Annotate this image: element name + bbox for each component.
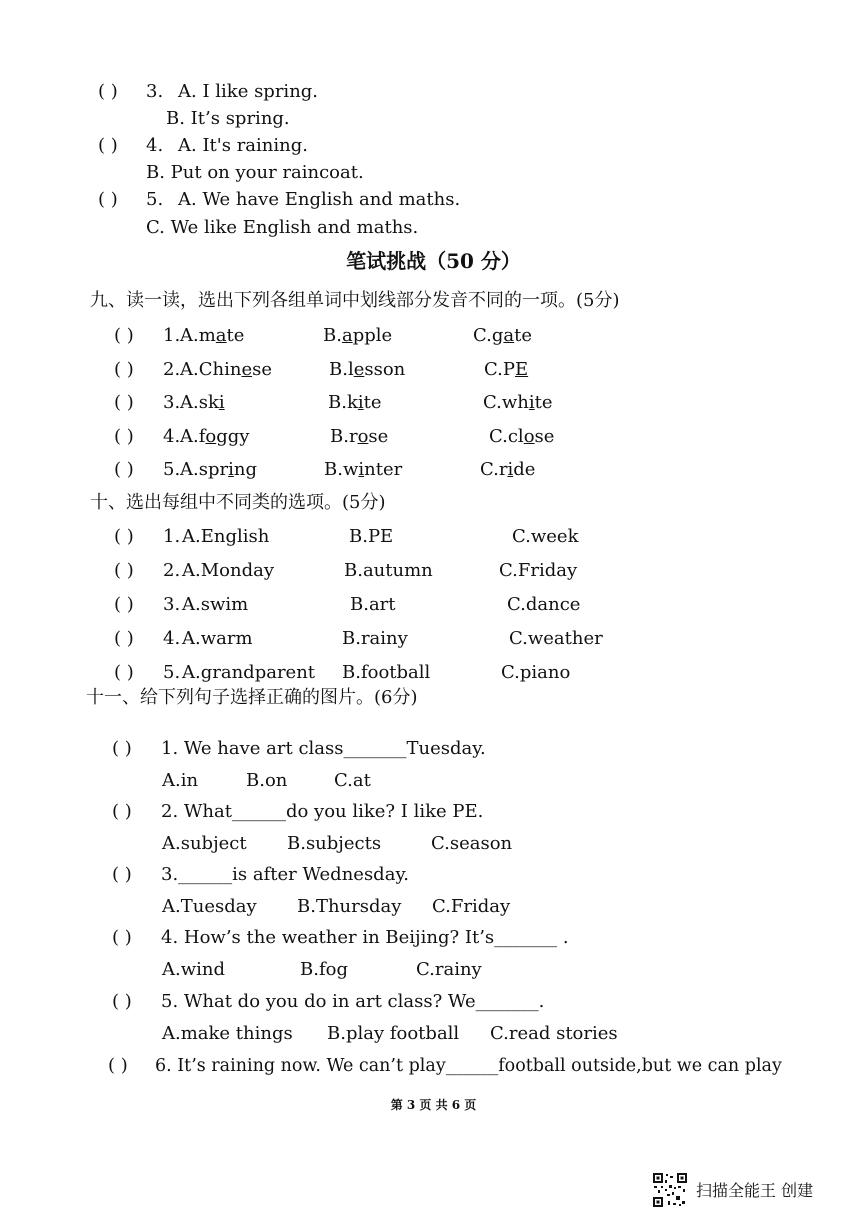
option-b: B.fog <box>300 959 348 980</box>
option-c: C.at <box>334 770 371 791</box>
option-c: C. We like English and maths. <box>146 217 419 238</box>
option-b: B.PE <box>349 526 394 547</box>
option-c: C.weather <box>509 628 603 649</box>
option-c: C.Friday <box>432 896 511 917</box>
option-b: B.kite <box>328 392 382 413</box>
option-a: A.Tuesday <box>162 896 257 917</box>
option-a: A.in <box>162 770 199 791</box>
option-c: C.close <box>489 426 555 447</box>
question-number: 5. <box>163 459 181 480</box>
question-number: 1. <box>163 325 181 346</box>
option-a: A. It's raining. <box>178 135 308 156</box>
option-c: C.dance <box>507 594 581 615</box>
option-c: C.rainy <box>416 959 482 980</box>
question-number: 5. <box>146 189 164 210</box>
option-a: A.foggy <box>180 426 250 447</box>
option-a: A.make things <box>162 1023 293 1044</box>
option-c: C.Friday <box>499 560 578 581</box>
option-c: C.PE <box>484 359 529 380</box>
scanner-watermark: 扫描全能王 创建 <box>696 1181 814 1200</box>
option-b: B.subjects <box>287 833 382 854</box>
option-a: A.swim <box>182 594 249 615</box>
answer-bracket[interactable]: ( ) <box>112 927 132 948</box>
option-c: C.white <box>483 392 553 413</box>
question-number: 1. <box>163 526 181 547</box>
option-a: A.grandparent <box>182 662 316 683</box>
option-b: B.winter <box>324 459 403 480</box>
answer-bracket[interactable]: ( ) <box>98 189 118 210</box>
question-text: 2. What______do you like? I like PE. <box>161 801 484 822</box>
option-b: B.lesson <box>329 359 406 380</box>
option-a: A.subject <box>162 833 247 854</box>
section-9-heading: 九、读一读，选出下列各组单词中划线部分发音不同的一项。(5分) <box>90 290 620 311</box>
option-a: A.spring <box>180 459 257 480</box>
answer-bracket[interactable]: ( ) <box>108 1055 128 1076</box>
written-section-title: 笔试挑战（50 分） <box>346 249 521 273</box>
answer-bracket[interactable]: ( ) <box>112 738 132 759</box>
option-c: C.piano <box>501 662 571 683</box>
answer-bracket[interactable]: ( ) <box>114 459 134 480</box>
option-a: A. We have English and maths. <box>178 189 461 210</box>
question-number: 4. <box>163 426 181 447</box>
question-number: 4. <box>146 135 164 156</box>
question-number: 3. <box>163 594 181 615</box>
answer-bracket[interactable]: ( ) <box>114 560 134 581</box>
option-a: A.Monday <box>182 560 275 581</box>
question-number: 2. <box>163 560 181 581</box>
answer-bracket[interactable]: ( ) <box>112 864 132 885</box>
section-11-heading: 十一、给下列句子选择正确的图片。(6分) <box>86 687 418 708</box>
question-number: 4. <box>163 628 181 649</box>
question-text: 4. How’s the weather in Beijing? It’s_______ . <box>161 927 569 948</box>
section-10-heading: 十、选出每组中不同类的选项。(5分) <box>90 492 386 513</box>
option-b: B.autumn <box>344 560 433 581</box>
answer-bracket[interactable]: ( ) <box>112 801 132 822</box>
option-c: C.ride <box>480 459 536 480</box>
answer-bracket[interactable]: ( ) <box>114 426 134 447</box>
answer-bracket[interactable]: ( ) <box>114 325 134 346</box>
option-b: B.rainy <box>342 628 408 649</box>
answer-bracket[interactable]: ( ) <box>98 81 118 102</box>
answer-bracket[interactable]: ( ) <box>98 135 118 156</box>
answer-bracket[interactable]: ( ) <box>114 526 134 547</box>
question-number: 3. <box>146 81 164 102</box>
question-text: 6. It’s raining now. We can’t play______football outside,but we can play <box>155 1056 782 1076</box>
answer-bracket[interactable]: ( ) <box>114 359 134 380</box>
option-a: A.ski <box>180 392 225 413</box>
question-number: 5. <box>163 662 181 683</box>
option-c: C.week <box>512 526 579 547</box>
option-b: B.football <box>342 662 431 683</box>
answer-bracket[interactable]: ( ) <box>114 594 134 615</box>
option-b: B.art <box>350 594 396 615</box>
option-c: C.season <box>431 833 513 854</box>
qr-code-icon <box>652 1172 688 1208</box>
question-text: 1. We have art class_______Tuesday. <box>161 738 486 759</box>
option-a: A.wind <box>162 959 225 980</box>
answer-bracket[interactable]: ( ) <box>114 628 134 649</box>
answer-bracket[interactable]: ( ) <box>114 392 134 413</box>
option-b: B.play football <box>327 1023 460 1044</box>
option-a: A.English <box>182 526 270 547</box>
option-c: C.read stories <box>490 1023 618 1044</box>
option-b: B. It’s spring. <box>166 108 290 129</box>
option-b: B.on <box>246 770 288 791</box>
option-b: B.rose <box>330 426 389 447</box>
answer-bracket[interactable]: ( ) <box>114 662 134 683</box>
option-b: B. Put on your raincoat. <box>146 162 364 183</box>
option-a: A.mate <box>180 325 245 346</box>
page-footer: 第 3 页 共 6 页 <box>390 1098 477 1112</box>
option-a: A.warm <box>182 628 253 649</box>
question-text: 3.______is after Wednesday. <box>161 864 409 885</box>
question-number: 3. <box>163 392 181 413</box>
option-b: B.Thursday <box>297 896 402 917</box>
option-b: B.apple <box>323 325 393 346</box>
question-number: 2. <box>163 359 181 380</box>
answer-bracket[interactable]: ( ) <box>112 991 132 1012</box>
option-c: C.gate <box>473 325 532 346</box>
question-text: 5. What do you do in art class? We_______. <box>161 991 545 1012</box>
option-a: A.Chinese <box>180 359 272 380</box>
option-a: A. I like spring. <box>178 81 319 102</box>
